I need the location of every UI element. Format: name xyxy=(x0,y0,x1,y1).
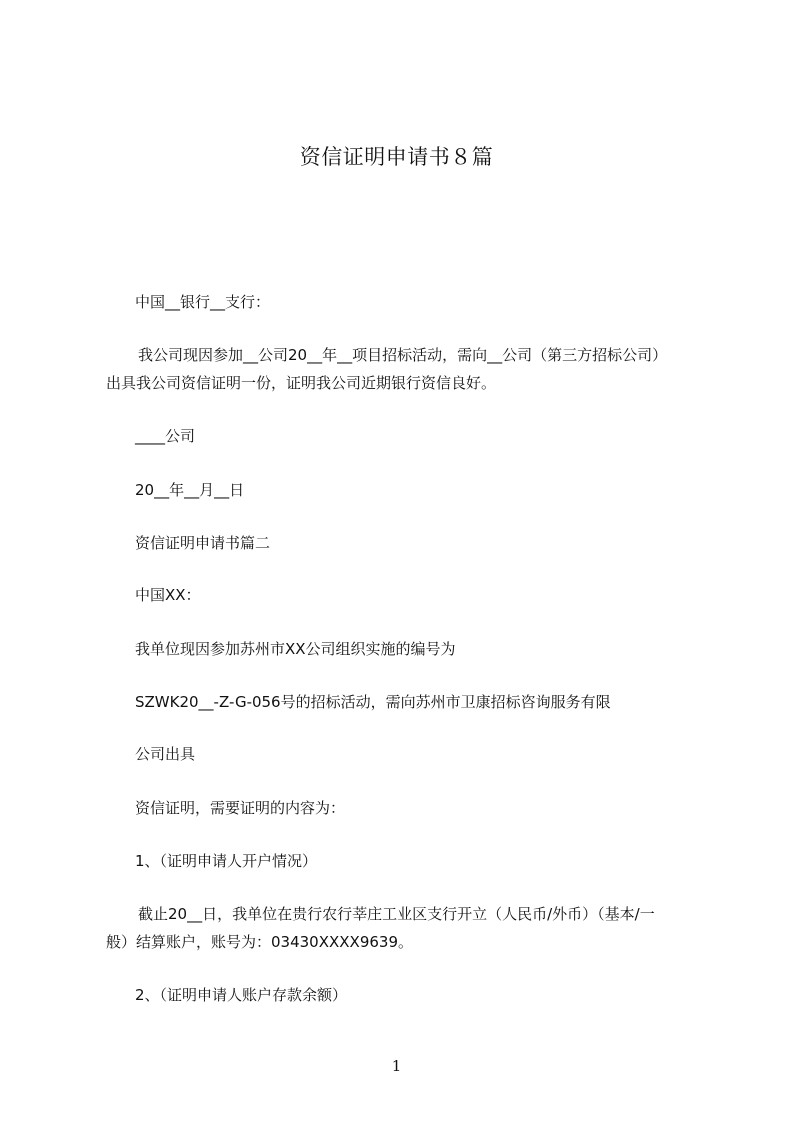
paragraph-line: 般）结算账户，账号为：03430XXXX9639。 xyxy=(106,933,413,951)
paragraph-line: 资信证明，需要证明的内容为： xyxy=(135,799,346,817)
salutation-line: 中国XX： xyxy=(135,586,201,604)
list-item-heading: 1、（证明申请人开户情况） xyxy=(135,852,318,870)
page-number: 1 xyxy=(391,1057,402,1075)
date-line: 20__年__月__日 xyxy=(135,481,245,499)
paragraph-line: 我单位现因参加苏州市XX公司组织实施的编号为 xyxy=(135,640,456,658)
document-title: 资信证明申请书８篇 xyxy=(299,145,494,169)
paragraph-line: 我公司现因参加__公司20__年__项目招标活动，需向__公司（第三方招标公司） xyxy=(138,346,668,364)
section-heading: 资信证明申请书篇二 xyxy=(135,534,271,552)
paragraph-line: 公司出具 xyxy=(135,745,196,763)
signature-company-line: ____公司 xyxy=(135,427,196,445)
paragraph-line: 截止20__日，我单位在贵行农行莘庄工业区支行开立（人民币/外币）（基本/一 xyxy=(138,905,655,923)
paragraph-line: SZWK20__-Z-G-056号的招标活动，需向苏州市卫康招标咨询服务有限 xyxy=(135,693,611,711)
list-item-heading: 2、（证明申请人账户存款余额） xyxy=(135,986,348,1004)
paragraph-line: 出具我公司资信证明一份，证明我公司近期银行资信良好。 xyxy=(106,374,497,392)
salutation-line: 中国__银行__支行： xyxy=(135,293,271,311)
